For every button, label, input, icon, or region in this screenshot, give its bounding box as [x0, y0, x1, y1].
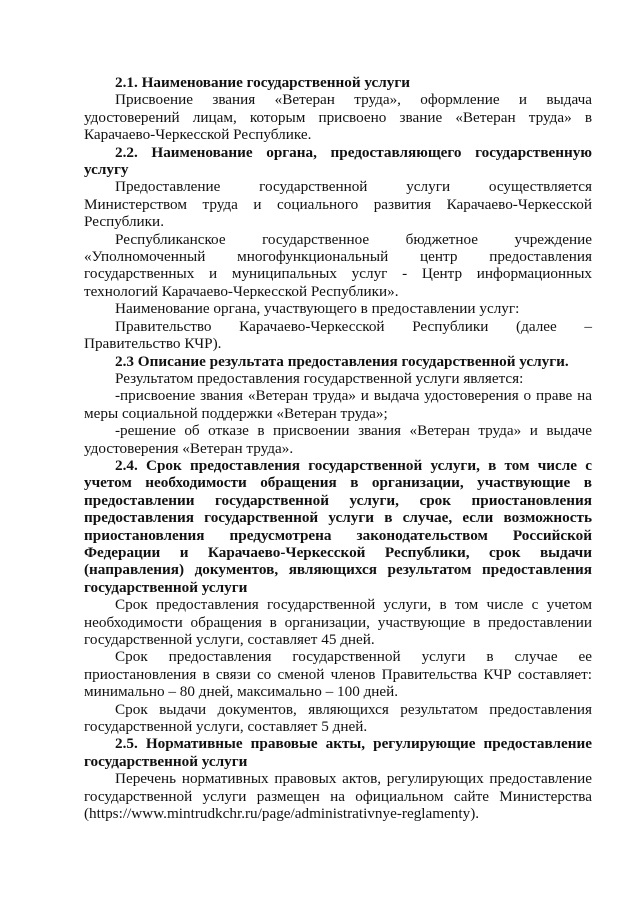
- section-heading-2-2: 2.2. Наименование органа, предоставляющего государственную услугу: [84, 143, 592, 179]
- paragraph-result-refusal: -решение об отказе в присвоении звания «Ветеран труда» и выдаче удостоверения «Ветеран труда».: [84, 422, 592, 457]
- section-heading-2-5: 2.5. Нормативные правовые акты, регулирующие предоставление государственной услуги: [84, 735, 592, 770]
- section-heading-2-3: 2.3 Описание результата предоставления государственной услуги.: [115, 352, 569, 370]
- section-heading-2-4: 2.4. Срок предоставления государственной услуги, в том числе с учетом необходимости обращения в организации, участвующие в предоставлении государственной услуги, срок приостановления предоставления государственной услуги в случае, если возможность приостановления предусмотрена законодательством Российской Федерации и Карачаево-Черкесской Республики, срок выдачи (направления) документов, являющихся результатом предоставления государственной услуги: [84, 456, 592, 596]
- paragraph-term-suspension: Срок предоставления государственной услуги в случае ее приостановления в связи со сменой членов Правительства КЧР составляет: минимально – 80 дней, максимально – 100 дней.: [84, 648, 592, 701]
- section-heading-2-1: 2.1. Наименование государственной услуги: [115, 74, 411, 91]
- paragraph-term-issue: Срок выдачи документов, являющихся результатом предоставления государственной услуги, составляет 5 дней.: [84, 700, 592, 736]
- paragraph-government: Правительство Карачаево-Черкесской Республики (далее – Правительство КЧР).: [84, 317, 592, 353]
- paragraph-result-grant: -присвоение звания «Ветеран труда» и выдача удостоверения о праве на меры социальной поддержки «Ветеран труда»;: [84, 387, 592, 422]
- paragraph-mfc: Республиканское государственное бюджетное учреждение «Уполномоченный многофункциональный центр предоставления государственных и муниципальных услуг - Центр информационных технологий Карачаево-Черкесской Республики».: [84, 230, 592, 300]
- paragraph-term-45-days: Срок предоставления государственной услуги, в том числе с учетом необходимости обращения в организации, участвующие в предоставлении государственной услуги, составляет 45 дней.: [84, 596, 592, 648]
- paragraph-participating-body: Наименование органа, участвующего в предоставлении услуг:: [115, 300, 520, 318]
- paragraph-legal-acts: Перечень нормативных правовых актов, регулирующих предоставление государственной услуги размещен на официальном сайте Министерства (https://www.mintrudkchr.ru/page/administrativnye-reglamenty).: [84, 770, 592, 823]
- document-page: [84, 74, 592, 822]
- paragraph-ministry: Предоставление государственной услуги осуществляется Министерством труда и социального развития Карачаево-Черкесской Республики.: [84, 178, 592, 231]
- paragraph-service-name: Присвоение звания «Ветеран труда», оформление и выдача удостоверений лицам, которым присвоено звание «Ветеран труда» в Карачаево-Черкесской Республике.: [84, 91, 592, 144]
- paragraph-result-intro: Результатом предоставления государственной услуги является:: [115, 369, 524, 387]
